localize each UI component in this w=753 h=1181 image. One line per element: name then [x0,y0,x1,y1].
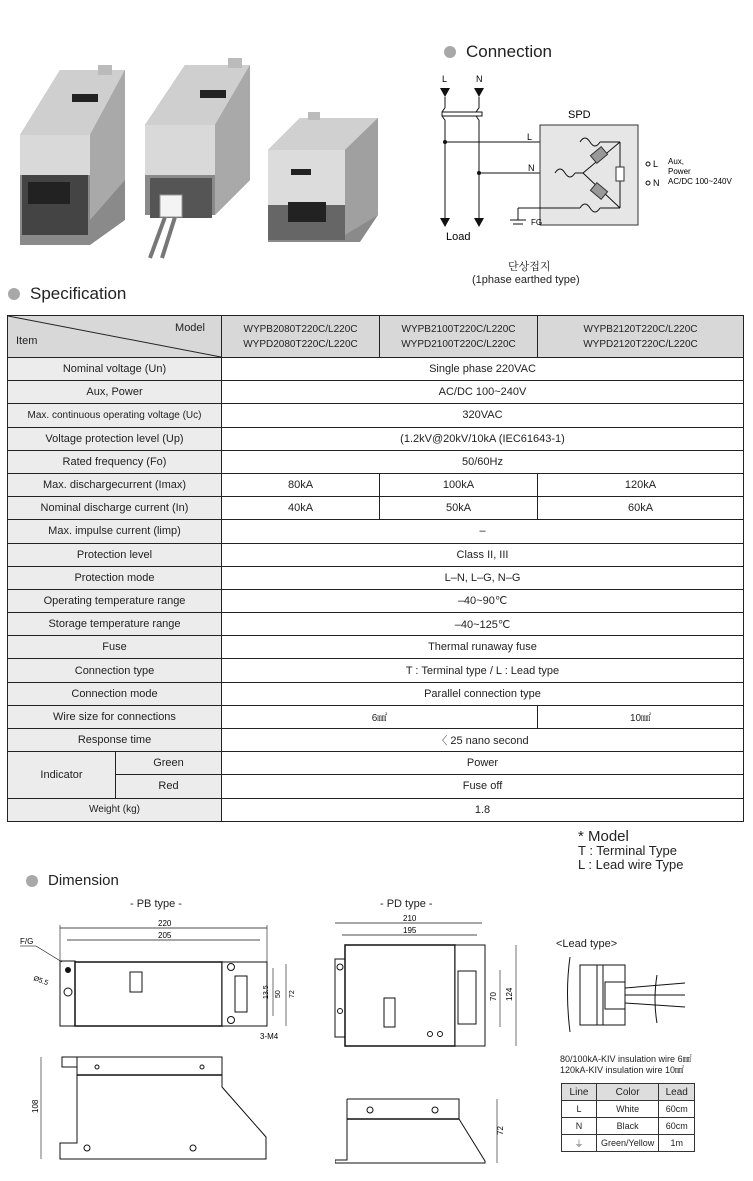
label-spd: SPD [568,109,591,121]
table-row [8,427,744,450]
label-load: Load [446,231,471,243]
drawing-shape [432,1107,438,1113]
drawing-shape [84,1145,90,1151]
drawing-shape [646,181,650,185]
table-cell: 6㎟ [222,705,538,728]
table-cell: L–N, L–G, N–G [222,566,744,589]
drawing-shape [60,1057,266,1159]
drawing-shape [145,125,215,175]
drawing-label: 210 [403,915,417,923]
table-cell: 1m [659,1135,695,1152]
pb-top-drawing [10,920,300,1040]
table-cell: White [597,1101,659,1118]
drawing-shape [308,112,320,120]
table-cell: Protection level [8,543,222,566]
drawing-shape [72,94,98,102]
product-unit-2 [145,58,250,258]
drawing-label: Ø5.5 [32,975,49,988]
table-row [8,798,744,821]
table-cell: 80kA [222,473,380,496]
table-cell: 60cm [659,1101,695,1118]
header-model-3: WYPB2120T220C/L220C WYPD2120T220C/L220C [538,316,744,358]
table-cell: Parallel connection type [222,682,744,705]
table-cell: Color [597,1084,659,1101]
table-cell: Operating temperature range [8,589,222,612]
pd-top-drawing [330,915,530,1055]
pb-side-drawing [30,1055,270,1165]
lead-type-drawing [565,955,725,1035]
drawing-shape [335,1099,485,1163]
table-cell: Max. dischargecurrent (Imax) [8,473,222,496]
table-cell: Aux, Power [8,381,222,404]
label-aux-3: AC/DC 100~240V [668,177,732,186]
ground-icon: ⏚ [562,1135,597,1152]
table-row [8,473,744,496]
table-cell: Green/Yellow [597,1135,659,1152]
label-aux-1: Aux, [668,157,685,166]
table-row [8,589,744,612]
drawing-shape [64,988,72,996]
pd-top-svg [330,915,530,1055]
table-cell: 100kA [380,473,538,496]
drawing-shape [367,1107,373,1113]
arrow-down-icon [474,218,484,227]
table-cell: Wire size for connections [8,705,222,728]
header-item-model [8,316,222,358]
drawing-shape [646,162,650,166]
model-note-title: * Model [578,828,629,845]
gas-tube-icon [616,167,624,181]
lead-svg [565,955,725,1035]
table-row [8,543,744,566]
pd-side-svg [335,1095,515,1170]
table-row [8,659,744,682]
table-cell: 60cm [659,1118,695,1135]
arrow-down-icon [474,88,484,97]
drawing-shape [268,150,345,205]
table-cell: Nominal discharge current (In) [8,497,222,520]
pd-type-title: - PD type - [380,898,433,910]
table-cell: AC/DC 100~240V [222,381,744,404]
table-cell: N [562,1118,597,1135]
table-cell: Class II, III [222,543,744,566]
drawing-shape [62,1057,77,1067]
table-cell: 10㎟ [538,705,744,728]
table-cell: Fuse off [222,775,744,798]
table-row [8,729,744,752]
drawing-shape [625,983,685,988]
table-cell: Lead [659,1084,695,1101]
table-cell: Response time [8,729,222,752]
drawing-shape [190,1145,196,1151]
table-cell: 320VAC [222,404,744,427]
pb-side-svg [30,1055,270,1165]
dimension-title: Dimension [48,872,119,889]
drawing-label: 220 [158,920,172,928]
lead-note-2: 120kA-KIV insulation wire 10㎟ [560,1065,685,1075]
table-cell: Connection type [8,659,222,682]
pb-top-svg [10,920,300,1040]
product-unit-3 [268,112,378,242]
drawing-shape [65,967,71,973]
connection-caption-en: (1phase earthed type) [472,274,580,286]
table-cell: Fuse [8,636,222,659]
table-cell: Black [597,1118,659,1135]
lead-wire-table [561,1083,695,1152]
drawing-label: 108 [31,1099,40,1113]
drawing-label: 50 [275,990,282,998]
drawing-label: 72 [496,1126,505,1135]
table-cell: T : Terminal type / L : Lead type [222,659,744,682]
drawing-shape [605,982,625,1009]
table-row [562,1135,695,1152]
bullet-icon [444,46,456,58]
label-aux-L: L [653,159,659,169]
table-cell: Indicator [8,752,116,798]
arrow-down-icon [440,88,450,97]
specification-section-title [8,284,126,304]
table-row [8,520,744,543]
arrow-down-icon [440,218,450,227]
drawing-shape [160,195,182,217]
label-aux-N: N [653,178,660,188]
table-cell: Nominal voltage (Un) [8,358,222,381]
label-aux-2: Power [668,167,691,176]
dimension-section-title [26,872,119,889]
drawing-shape [291,169,311,175]
connection-diagram [430,70,753,245]
table-row [8,404,744,427]
pb-type-title: - PB type - [130,898,182,910]
drawing-shape [200,1065,204,1069]
label-fg: FG [531,218,543,227]
table-cell: Rated frequency (Fo) [8,450,222,473]
drawing-shape [36,946,62,962]
drawing-shape [235,976,247,1012]
table-row [8,358,744,381]
table-row [8,775,744,798]
connection-caption-ko: 단상접지 [508,261,551,273]
table-cell: 50kA [380,497,538,520]
drawing-shape [228,1017,235,1024]
breaker-icon [442,112,482,116]
table-cell: 40kA [222,497,380,520]
drawing-shape [228,964,235,971]
drawing-label: 205 [158,931,172,940]
drawing-shape [337,964,343,970]
drawing-shape [384,998,395,1027]
table-cell: Voltage protection level (Up) [8,427,222,450]
table-row [8,566,744,589]
header-item: Item [16,335,38,347]
table-cell: Power [222,752,744,775]
table-cell: –40~90℃ [222,589,744,612]
lead-table-header [562,1084,695,1101]
table-cell: Green [116,752,222,775]
product-unit-1 [20,65,125,245]
table-cell: –40~125℃ [222,613,744,636]
table-row [8,705,744,728]
lead-type-title: <Lead type> [556,938,618,950]
table-row [8,752,744,775]
table-cell: 60kA [538,497,744,520]
drawing-shape [568,957,571,1032]
table-cell: Max. continuous operating voltage (Uc) [8,404,222,427]
table-cell: L [562,1101,597,1118]
table-cell: Connection mode [8,682,222,705]
table-row [8,381,744,404]
table-cell: Protection mode [8,566,222,589]
drawing-shape [20,135,90,175]
drawing-shape [438,1032,443,1037]
model-note-line1: T : Terminal Type [578,843,677,858]
table-cell: Max. impulse current (limp) [8,520,222,543]
table-cell: Weight (kg) [8,798,222,821]
table-cell: Red [116,775,222,798]
header-model: Model [175,322,205,334]
label-L-top: L [442,74,448,84]
product-photo-illustration [0,30,400,260]
label-N-line: N [528,163,535,173]
drawing-shape [655,975,657,1023]
drawing-shape [345,945,455,1046]
drawing-shape [130,972,142,992]
table-cell: 120kA [538,473,744,496]
table-cell: Thermal runaway fuse [222,636,744,659]
spec-table [7,315,744,822]
drawing-label: 3-M4 [260,1032,279,1040]
drawing-shape [95,1065,99,1069]
table-row [562,1101,695,1118]
lead-note-1: 80/100kA-KIV insulation wire 6㎟ [560,1054,692,1064]
bullet-icon [26,875,38,887]
table-row [8,497,744,520]
table-row [562,1118,695,1135]
drawing-label: 72 [289,990,296,998]
drawing-shape [98,65,112,75]
pd-side-drawing [335,1095,515,1170]
connection-title: Connection [466,42,553,61]
spec-header-row [8,316,744,358]
table-cell: – [222,520,744,543]
model-note [578,830,684,872]
drawing-shape [28,182,70,204]
drawing-shape [338,1009,343,1014]
table-row [8,636,744,659]
table-cell: 〈 25 nano second [222,729,744,752]
table-cell: (1.2kV@20kV/10kA (IEC61643-1) [222,427,744,450]
product-photos [0,30,400,260]
drawing-shape [428,1032,433,1037]
table-cell: 50/60Hz [222,450,744,473]
table-cell: Line [562,1084,597,1101]
table-cell: Storage temperature range [8,613,222,636]
table-cell: Single phase 220VAC [222,358,744,381]
table-cell: 1.8 [222,798,744,821]
drawing-shape [335,959,345,1037]
header-model-2: WYPB2100T220C/L220C WYPD2100T220C/L220C [380,316,538,358]
specification-title: Specification [30,284,127,303]
drawing-shape [458,971,476,1024]
drawing-label: F/G [20,937,34,946]
drawing-label: 70 [489,992,498,1001]
drawing-shape [228,58,242,68]
label-N-top: N [476,74,483,84]
bullet-icon [8,288,20,300]
drawing-shape [75,962,222,1026]
drawing-shape [288,202,326,222]
label-L-line: L [527,132,533,142]
drawing-label: 124 [505,987,514,1001]
wiring-diagram [430,70,753,245]
drawing-label: 13.5 [263,985,270,999]
header-model-1: WYPB2080T220C/L220C WYPD2080T220C/L220C [222,316,380,358]
drawing-shape [200,90,226,98]
drawing-label: 195 [403,926,417,935]
connection-section-title [444,42,552,62]
model-note-line2: L : Lead wire Type [578,857,684,872]
table-row [8,613,744,636]
table-row [8,682,744,705]
table-row [8,450,744,473]
